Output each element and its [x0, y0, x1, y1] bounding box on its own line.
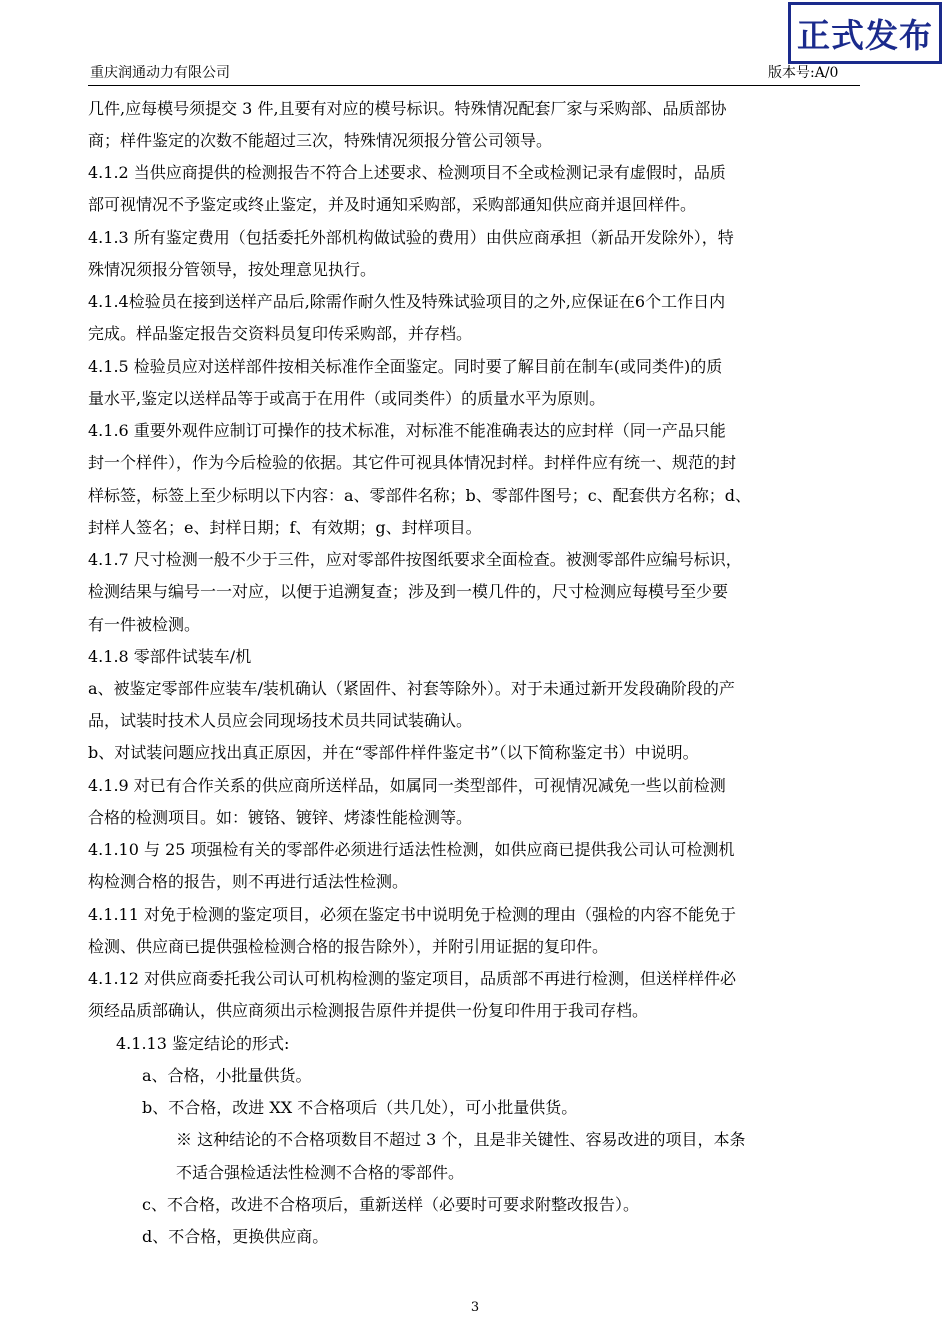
text-line: 4.1.10 与 25 项强检有关的零部件必须进行适法性检测，如供应商已提供我公司认可检测机 [88, 840, 735, 859]
text-line: c、不合格，改进不合格项后，重新送样（必要时可要求附整改报告）。 [142, 1195, 639, 1214]
text-line: 封样人签名；e、封样日期；f、有效期；g、封样项目。 [88, 518, 482, 537]
text-line: 4.1.4检验员在接到送样产品后,除需作耐久性及特殊试验项目的之外,应保证在6个工作日内 [88, 292, 726, 311]
text-line: 不适合强检适法性检测不合格的零部件。 [176, 1163, 465, 1182]
version-number: 版本号:A/0 [768, 65, 839, 81]
text-line: ※ 这种结论的不合格项数目不超过 3 个，且是非关键性、容易改进的项目，本条 [176, 1130, 746, 1149]
text-line: b、不合格，改进 XX 不合格项后（共几处），可小批量供货。 [142, 1098, 578, 1117]
text-line: a、被鉴定零部件应装车/装机确认（紧固件、衬套等除外）。对于未通过新开发段确阶段的产 [88, 679, 735, 698]
text-line: 4.1.9 对已有合作关系的供应商所送样品，如属同一类型部件，可视情况减免一些以前检测 [88, 776, 726, 795]
text-line: 4.1.8 零部件试装车/机 [88, 647, 252, 666]
text-line: 构检测合格的报告，则不再进行适法性检测。 [88, 872, 409, 891]
text-line: d、不合格，更换供应商。 [142, 1227, 329, 1246]
text-line: 检测结果与编号一一对应，以便于追溯复查；涉及到一模几件的，尺寸检测应每模号至少要 [88, 582, 729, 601]
text-line: b、对试装问题应找出真正原因，并在“零部件样件鉴定书”（以下简称鉴定书）中说明。 [88, 743, 699, 762]
official-release-stamp: 正式发布 [788, 2, 942, 64]
text-line: 几件,应每模号须提交 3 件,且要有对应的模号标识。特殊情况配套厂家与采购部、品质部协 [88, 99, 727, 118]
text-line: a、合格，小批量供货。 [142, 1066, 312, 1085]
page-number: 3 [470, 1300, 480, 1315]
text-line: 品，试装时技术人员应会同现场技术员共同试装确认。 [88, 711, 473, 730]
company-name: 重庆润通动力有限公司 [90, 65, 230, 81]
text-line: 合格的检测项目。如：镀铬、镀锌、烤漆性能检测等。 [88, 808, 473, 827]
text-line: 完成。样品鉴定报告交资料员复印传采购部，并存档。 [88, 324, 473, 343]
text-line: 4.1.12 对供应商委托我公司认可机构检测的鉴定项目，品质部不再进行检测，但送样样件必 [88, 969, 736, 988]
text-line: 4.1.2 当供应商提供的检测报告不符合上述要求、检测项目不全或检测记录有虚假时，品质 [88, 163, 726, 182]
text-line: 4.1.13 鉴定结论的形式: [116, 1034, 290, 1053]
text-line: 4.1.6 重要外观件应制订可操作的技术标准，对标准不能准确表达的应封样（同一产品只能 [88, 421, 726, 440]
text-line: 封一个样件），作为今后检验的依据。其它件可视具体情况封样。封样件应有统一、规范的封 [88, 453, 737, 472]
text-line: 商；样件鉴定的次数不能超过三次，特殊情况须报分管公司领导。 [88, 131, 553, 150]
text-line: 殊情况须报分管领导，按处理意见执行。 [88, 260, 377, 279]
text-line: 部可视情况不予鉴定或终止鉴定，并及时通知采购部，采购部通知供应商并退回样件。 [88, 195, 697, 214]
header-divider [88, 85, 860, 86]
text-line: 须经品质部确认，供应商须出示检测报告原件并提供一份复印件用于我司存档。 [88, 1001, 649, 1020]
text-line: 有一件被检测。 [88, 615, 201, 634]
text-line: 4.1.5 检验员应对送样部件按相关标准作全面鉴定。同时要了解目前在制车(或同类件)的质 [88, 357, 723, 376]
text-line: 4.1.3 所有鉴定费用（包括委托外部机构做试验的费用）由供应商承担（新品开发除外），特 [88, 228, 734, 247]
text-line: 量水平,鉴定以送样品等于或高于在用件（或同类件）的质量水平为原则。 [88, 389, 606, 408]
text-line: 4.1.11 对免于检测的鉴定项目，必须在鉴定书中说明免于检测的理由（强检的内容不能免于 [88, 905, 736, 924]
text-line: 样标签，标签上至少标明以下内容：a、零部件名称；b、零部件图号；c、配套供方名称；d、 [88, 486, 751, 505]
text-line: 4.1.7 尺寸检测一般不少于三件，应对零部件按图纸要求全面检查。被测零部件应编号标识， [88, 550, 742, 569]
text-line: 检测、供应商已提供强检检测合格的报告除外），并附引用证据的复印件。 [88, 937, 609, 956]
